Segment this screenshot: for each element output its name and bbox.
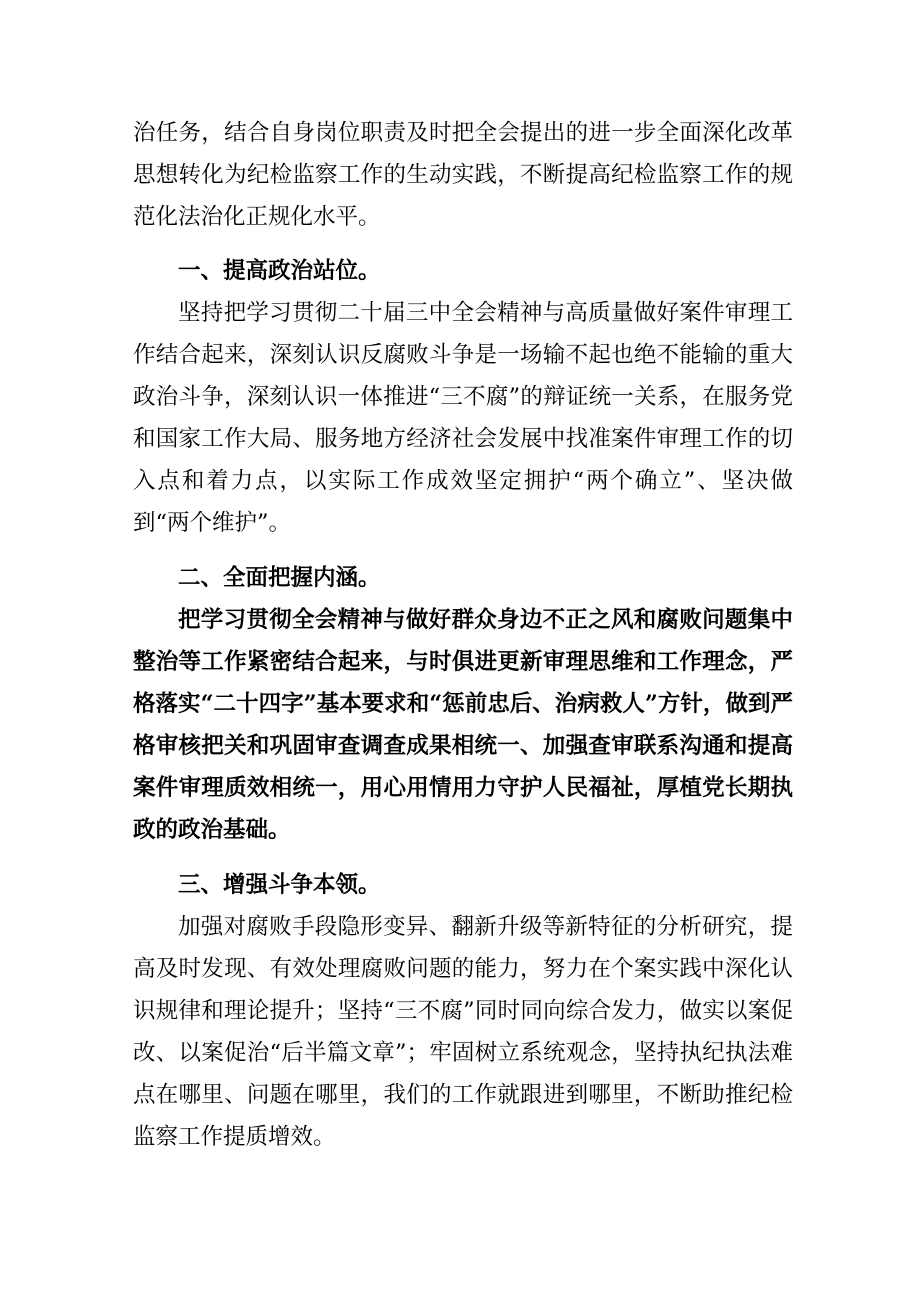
section-3-body: 加强对腐败手段隐形变异、翻新升级等新特征的分析研究，提高及时发现、有效处理腐败问题的能力，努力在个案实践中深化认识规律和理论提升；坚持“三不腐”同时同向综合发力，做实以案促改、以案促治“后半篇文章”；牢固树立系统观念，坚持执纪执法难点在哪里、问题在哪里，我们的工作就跟进到哪里，不断助推纪检监察工作提质增效。 bbox=[133, 914, 793, 1150]
section-2-body: 把学习贯彻全会精神与做好群众身边不正之风和腐败问题集中整治等工作紧密结合起来，与时俱进更新审理思维和工作理念，严格落实“二十四字”基本要求和“惩前忠后、治病救人”方针，做到严格审核把关和巩固审查调查成果相统一、加强查审联系沟通和提高案件审理质效相统一，用心用情用力守护人民福祉，厚植党长期执政的政治基础。 bbox=[133, 607, 793, 843]
intro-paragraph: 治任务，结合自身岗位职责及时把全会提出的进一步全面深化改革思想转化为纪检监察工作的生动实践，不断提高纪检监察工作的规范化法治化正规化水平。 bbox=[133, 120, 793, 230]
section-2-heading: 二、全面把握内涵。 bbox=[178, 565, 381, 591]
section-1-body: 坚持把学习贯彻二十届三中全会精神与高质量做好案件审理工作结合起来，深刻认识反腐败斗争是一场输不起也绝不能输的重大政治斗争，深刻认识一体推进“三不腐”的辩证统一关系，在服务党和国家工作大局、服务地方经济社会发展中找准案件审理工作的切入点和着力点，以实际工作成效坚定拥护“两个确立”、坚决做到“两个维护”。 bbox=[133, 300, 793, 536]
section-3-heading: 三、增强斗争本领。 bbox=[178, 872, 381, 898]
section-1-heading: 一、提高政治站位。 bbox=[178, 258, 381, 284]
